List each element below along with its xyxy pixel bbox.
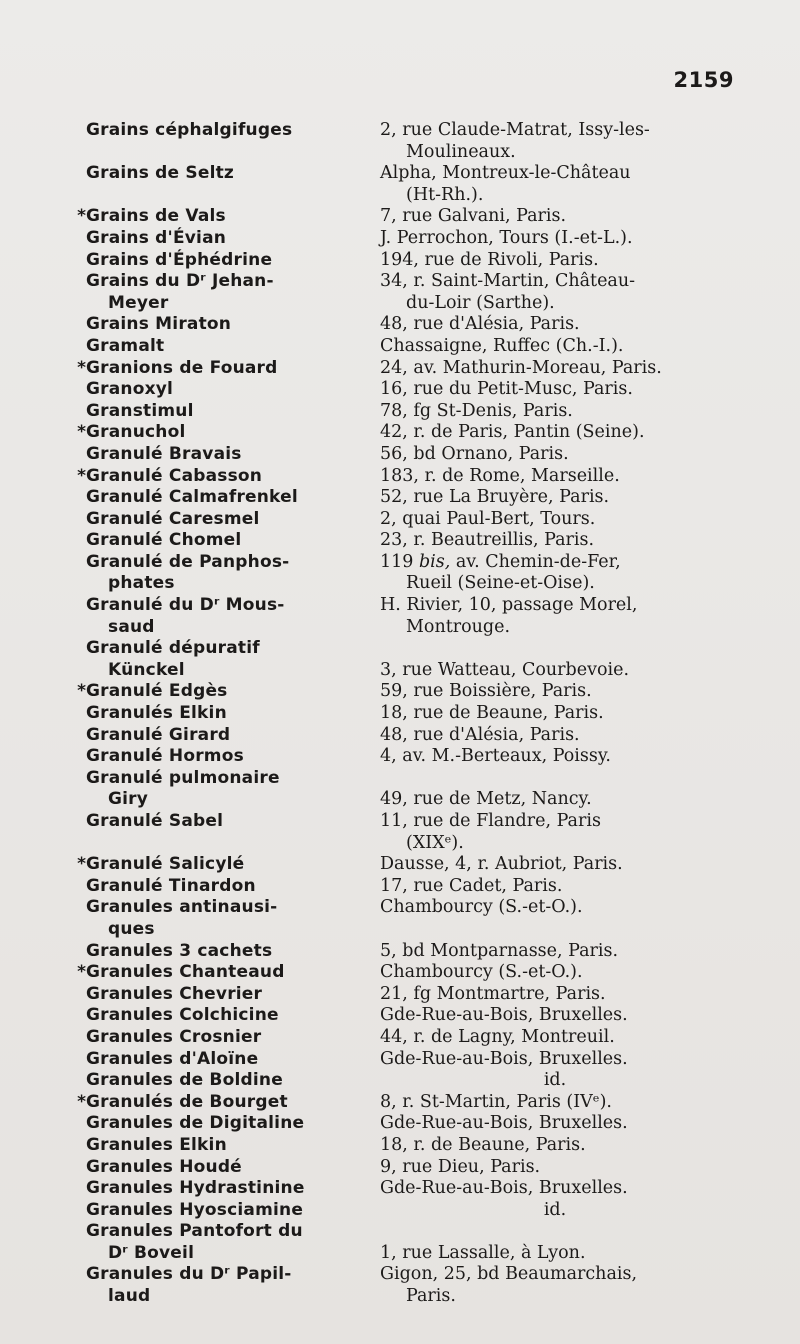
product-name-text: Granules Hydrastinine: [86, 1178, 305, 1199]
address-line: Gde-Rue-au-Bois, Bruxelles.: [380, 1048, 628, 1069]
directory-entry: [62, 1178, 730, 1200]
directory-entry: [62, 509, 730, 531]
directory-entry: [62, 897, 730, 940]
address-line: 23, r. Beautreillis, Paris.: [380, 530, 595, 551]
product-name: [86, 1070, 376, 1092]
maker-address: [376, 1264, 730, 1307]
directory-entry: [62, 725, 730, 747]
maker-address: [376, 1135, 730, 1157]
address-line: 183, r. de Rome, Marseille.: [380, 465, 620, 486]
maker-address: [376, 336, 730, 358]
product-name: [86, 746, 376, 768]
maker-address: [376, 401, 730, 423]
product-name-text: Granulé Chomel: [86, 530, 242, 551]
registered-mark: *: [77, 681, 86, 702]
maker-address: [376, 811, 730, 854]
product-name-text: Grains d'Éphédrine: [86, 249, 273, 270]
directory-entry: [62, 962, 730, 984]
product-name: [86, 314, 376, 336]
directory-entry: [62, 401, 730, 423]
directory-entry: [62, 120, 730, 163]
directory-entry: [62, 466, 730, 488]
address-line: Chambourcy (S.-et-O.).: [380, 962, 583, 983]
product-name-text: Granules Hyosciamine: [86, 1199, 304, 1220]
product-name: [86, 466, 376, 488]
entry-list: [62, 120, 730, 1308]
address-line: 48, rue d'Alésia, Paris.: [380, 724, 580, 745]
product-name-text: Granules Colchicine: [86, 1005, 279, 1026]
product-name: [86, 854, 376, 876]
product-name: [86, 1092, 376, 1114]
directory-entry: [62, 681, 730, 703]
address-line: [380, 1221, 730, 1243]
maker-address: [376, 768, 730, 811]
maker-address: [376, 1049, 730, 1071]
address-continuation: Moulineaux.: [406, 141, 516, 162]
product-name-text: Granulé Calmafrenkel: [86, 487, 298, 508]
page-number: 2159: [673, 68, 734, 92]
maker-address: [376, 1157, 730, 1179]
directory-entry: [62, 703, 730, 725]
product-name-text: Granules Chanteaud: [86, 962, 285, 983]
maker-address: [376, 271, 730, 314]
directory-entry: [62, 1092, 730, 1114]
address-line: 194, rue de Rivoli, Paris.: [380, 249, 599, 270]
directory-entry: [62, 552, 730, 595]
address-continuation: (XIXᵉ).: [406, 832, 464, 853]
product-name: [86, 336, 376, 358]
directory-entry: [62, 854, 730, 876]
maker-address: [376, 638, 730, 681]
address-line: 18, rue de Beaune, Paris.: [380, 703, 604, 724]
maker-address: [376, 552, 730, 595]
product-name-text: Granules antinausi-: [86, 897, 278, 918]
address-line: 17, rue Cadet, Paris.: [380, 875, 563, 896]
address-line: Dausse, 4, r. Aubriot, Paris.: [380, 854, 623, 875]
directory-entry: [62, 1157, 730, 1179]
product-name-text: Granulé Salicylé: [86, 854, 245, 875]
address-line: Gde-Rue-au-Bois, Bruxelles.: [380, 1113, 628, 1134]
registered-mark: *: [77, 1091, 86, 1112]
address-line: 44, r. de Lagny, Montreuil.: [380, 1026, 615, 1047]
product-name-text: Granulé dépuratif: [86, 638, 260, 659]
directory-entry: [62, 811, 730, 854]
maker-address: [376, 703, 730, 725]
directory-entry: [62, 1221, 730, 1264]
product-name: [86, 897, 376, 940]
product-name: [86, 984, 376, 1006]
maker-address: [376, 941, 730, 963]
address-line: 9, rue Dieu, Paris.: [380, 1156, 541, 1177]
product-name-continuation: laud: [108, 1286, 151, 1307]
maker-address: [376, 1092, 730, 1114]
address-continuation: Paris.: [406, 1286, 456, 1307]
product-name-text: Granules 3 cachets: [86, 940, 273, 961]
address-line: 78, fg St-Denis, Paris.: [380, 400, 573, 421]
product-name-text: Granulé Hormos: [86, 746, 244, 767]
product-name: [86, 1200, 376, 1222]
registered-mark: *: [77, 357, 86, 378]
product-name: [86, 768, 376, 811]
product-name: [86, 487, 376, 509]
directory-entry: [62, 1135, 730, 1157]
directory-entry: [62, 163, 730, 206]
product-name: [86, 271, 376, 314]
product-name: [86, 120, 376, 142]
address-continuation: 3, rue Watteau, Courbevoie.: [380, 659, 630, 680]
directory-entry: [62, 1113, 730, 1135]
maker-address: [376, 897, 730, 919]
product-name-text: Grains d'Évian: [86, 227, 227, 248]
product-name: [86, 401, 376, 423]
product-name-text: Granulé Cabasson: [86, 465, 263, 486]
product-name: [86, 681, 376, 703]
product-name: [86, 1264, 376, 1307]
product-name-text: Granulé Caresmel: [86, 508, 260, 529]
maker-address: [376, 487, 730, 509]
product-name-text: Gramalt: [86, 335, 165, 356]
maker-address: [376, 1221, 730, 1264]
product-name-continuation: Giry: [108, 789, 149, 810]
product-name-text: Granulé pulmonaire: [86, 767, 280, 788]
product-name-text: Granoxyl: [86, 379, 174, 400]
directory-entry: [62, 314, 730, 336]
product-name-text: Granulé de Panphos-: [86, 551, 290, 572]
directory-entry: [62, 530, 730, 552]
product-name-text: Granules Elkin: [86, 1134, 227, 1155]
address-continuation: du-Loir (Sarthe).: [406, 292, 555, 313]
product-name-text: Granulés de Bourget: [86, 1091, 288, 1112]
maker-address: [376, 1005, 730, 1027]
address-line: Chambourcy (S.-et-O.).: [380, 897, 583, 918]
maker-address: [376, 1027, 730, 1049]
directory-entry: [62, 1070, 730, 1092]
maker-address: [376, 746, 730, 768]
address-line: 34, r. Saint-Martin, Château-: [380, 271, 636, 292]
maker-address: [376, 1113, 730, 1135]
product-name: [86, 1135, 376, 1157]
maker-address: [376, 120, 730, 163]
product-name-text: Granulé Edgès: [86, 681, 228, 702]
product-name-text: Grains de Vals: [86, 206, 226, 227]
directory-entry: [62, 250, 730, 272]
product-name: [86, 228, 376, 250]
product-name-text: Grains Miraton: [86, 314, 232, 335]
product-name: [86, 811, 376, 833]
product-name: [86, 638, 376, 681]
product-name: [86, 509, 376, 531]
maker-address: [376, 228, 730, 250]
product-name: [86, 444, 376, 466]
address-line: Gigon, 25, bd Beaumarchais,: [380, 1264, 638, 1285]
registered-mark: *: [77, 465, 86, 486]
address-line: Chassaigne, Ruffec (Ch.-I.).: [380, 335, 624, 356]
address-line: 48, rue d'Alésia, Paris.: [380, 314, 580, 335]
product-name-continuation: Meyer: [108, 292, 169, 313]
directory-entry: [62, 358, 730, 380]
product-name: [86, 1113, 376, 1135]
directory-entry: [62, 984, 730, 1006]
product-name: [86, 530, 376, 552]
address-line: 4, av. M.-Berteaux, Poissy.: [380, 746, 611, 767]
product-name-text: Granules Houdé: [86, 1156, 242, 1177]
address-line: Gde-Rue-au-Bois, Bruxelles.: [380, 1005, 628, 1026]
product-name-text: Granules de Digitaline: [86, 1113, 305, 1134]
directory-entry: [62, 746, 730, 768]
directory-entry: [62, 271, 730, 314]
product-name: [86, 552, 376, 595]
maker-address: [376, 1178, 730, 1200]
maker-address: [376, 1070, 730, 1092]
address-line: 59, rue Boissière, Paris.: [380, 681, 592, 702]
registered-mark: *: [77, 206, 86, 227]
product-name-text: Granstimul: [86, 400, 194, 421]
directory-entry: [62, 941, 730, 963]
product-name-text: Granulé Girard: [86, 724, 231, 745]
product-name-text: Granulé Tinardon: [86, 875, 256, 896]
product-name: [86, 595, 376, 638]
address-line: 8, r. St-Martin, Paris (IVᵉ).: [380, 1091, 612, 1112]
product-name-text: Granulé Bravais: [86, 443, 242, 464]
directory-entry: [62, 1049, 730, 1071]
directory-entry: [62, 1027, 730, 1049]
maker-address: [376, 444, 730, 466]
product-name-text: Grains céphalgifuges: [86, 120, 293, 140]
product-name: [86, 250, 376, 272]
product-name-text: Granules Crosnier: [86, 1026, 262, 1047]
address-line: 42, r. de Paris, Pantin (Seine).: [380, 422, 645, 443]
address-line: 2, rue Claude-Matrat, Issy-les-: [380, 120, 650, 140]
product-name: [86, 206, 376, 228]
maker-address: [376, 854, 730, 876]
product-name-continuation: phates: [108, 573, 175, 594]
address-continuation: (Ht-Rh.).: [406, 184, 484, 205]
product-name-text: Granules du Dʳ Papil-: [86, 1264, 292, 1285]
product-name-continuation: saud: [108, 616, 155, 637]
address-line: 56, bd Ornano, Paris.: [380, 443, 569, 464]
directory-entry: [62, 422, 730, 444]
product-name-text: Granules d'Aloïne: [86, 1048, 259, 1069]
maker-address: [376, 206, 730, 228]
directory-entry: [62, 336, 730, 358]
maker-address: [376, 250, 730, 272]
maker-address: [376, 422, 730, 444]
product-name: [86, 379, 376, 401]
maker-address: [376, 314, 730, 336]
address-continuation: Rueil (Seine-et-Oise).: [406, 573, 595, 594]
maker-address: [376, 530, 730, 552]
address-line: Alpha, Montreux-le-Château: [380, 163, 631, 184]
address-line: 21, fg Montmartre, Paris.: [380, 983, 606, 1004]
product-name: [86, 1221, 376, 1264]
maker-address: [376, 466, 730, 488]
directory-entry: [62, 228, 730, 250]
product-name-text: Grains du Dʳ Jehan-: [86, 271, 274, 292]
product-name-text: Granions de Fouard: [86, 357, 278, 378]
product-name-text: Granulé du Dʳ Mous-: [86, 595, 285, 616]
product-name-text: Grains de Seltz: [86, 163, 235, 184]
maker-address: [376, 681, 730, 703]
maker-address: [376, 962, 730, 984]
address-line: [380, 638, 730, 660]
maker-address: [376, 509, 730, 531]
address-line: 52, rue La Bruyère, Paris.: [380, 487, 610, 508]
product-name: [86, 725, 376, 747]
maker-address: [376, 163, 730, 206]
directory-entry: [62, 1264, 730, 1307]
directory-entry: [62, 379, 730, 401]
product-name-text: Granules Chevrier: [86, 983, 263, 1004]
maker-address: [376, 876, 730, 898]
address-line: 11, rue de Flandre, Paris: [380, 811, 601, 831]
directory-entry: [62, 1200, 730, 1222]
product-name: [86, 358, 376, 380]
directory-entry: [62, 595, 730, 638]
maker-address: [376, 358, 730, 380]
directory-entry: [62, 768, 730, 811]
product-name-continuation: Künckel: [108, 659, 185, 680]
address-continuation: Montrouge.: [406, 616, 511, 637]
address-line: H. Rivier, 10, passage Morel,: [380, 595, 638, 616]
maker-address: [376, 984, 730, 1006]
directory-entry: [62, 206, 730, 228]
product-name-text: Granules de Boldine: [86, 1070, 283, 1091]
product-name-continuation: Dʳ Boveil: [108, 1242, 195, 1263]
product-name: [86, 1178, 376, 1200]
address-line: 119 bis, av. Chemin-de-Fer,: [380, 551, 621, 572]
product-name-text: Granulés Elkin: [86, 703, 227, 724]
maker-address: [376, 1200, 730, 1222]
registered-mark: *: [77, 962, 86, 983]
product-name: [86, 163, 376, 185]
product-name-text: Granulé Sabel: [86, 811, 224, 831]
product-name-text: Granules Pantofort du: [86, 1221, 303, 1242]
product-name: [86, 422, 376, 444]
product-name: [86, 1005, 376, 1027]
product-name-text: Granuchol: [86, 422, 186, 443]
directory-entry: [62, 876, 730, 898]
registered-mark: *: [77, 422, 86, 443]
maker-address: [376, 379, 730, 401]
address-line: Gde-Rue-au-Bois, Bruxelles.: [380, 1178, 628, 1199]
product-name-continuation: ques: [108, 918, 155, 939]
directory-entry: [62, 638, 730, 681]
product-name: [86, 941, 376, 963]
address-line: J. Perrochon, Tours (I.-et-L.).: [380, 227, 633, 248]
address-line: 16, rue du Petit-Musc, Paris.: [380, 379, 633, 400]
address-line: id.: [543, 1070, 567, 1091]
maker-address: [376, 725, 730, 747]
address-line: id.: [543, 1199, 567, 1220]
address-line: 18, r. de Beaune, Paris.: [380, 1134, 586, 1155]
product-name: [86, 1157, 376, 1179]
address-line: 7, rue Galvani, Paris.: [380, 206, 567, 227]
address-continuation: 1, rue Lassalle, à Lyon.: [380, 1242, 586, 1263]
product-name: [86, 962, 376, 984]
registered-mark: *: [77, 854, 86, 875]
product-name: [86, 876, 376, 898]
address-line: 24, av. Mathurin-Moreau, Paris.: [380, 357, 662, 378]
address-line: 5, bd Montparnasse, Paris.: [380, 940, 619, 961]
directory-entry: [62, 444, 730, 466]
product-name: [86, 1049, 376, 1071]
address-line: 2, quai Paul-Bert, Tours.: [380, 508, 596, 529]
directory-entry: [62, 1005, 730, 1027]
address-continuation: 49, rue de Metz, Nancy.: [380, 789, 592, 810]
product-name: [86, 703, 376, 725]
maker-address: [376, 595, 730, 638]
address-italic: bis,: [418, 551, 451, 572]
product-name: [86, 1027, 376, 1049]
directory-entry: [62, 487, 730, 509]
address-line: [380, 768, 730, 790]
